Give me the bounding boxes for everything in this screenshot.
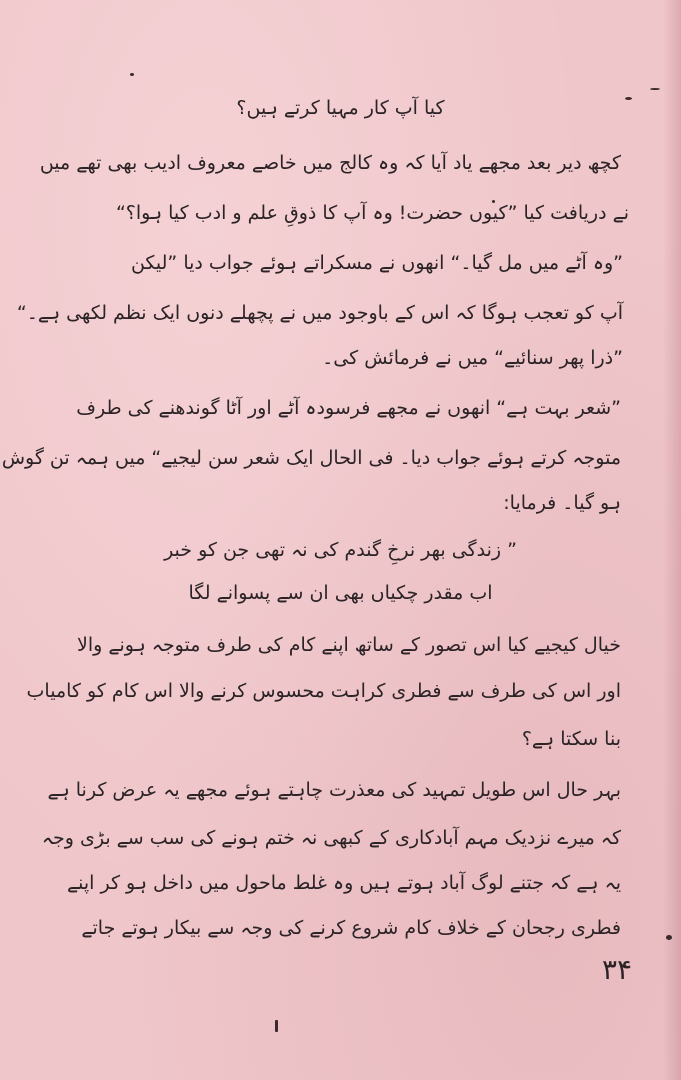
- paragraph-line: آپ کو تعجب ہوگا کہ اس کے باوجود میں نے پچھلے دنوں ایک نظم لکھی ہے۔“: [16, 302, 623, 324]
- paragraph-line: خیال کیجیے کیا اس تصور کے ساتھ اپنے کام کی طرف متوجہ ہونے والا: [77, 634, 621, 656]
- paragraph-line: ”ذرا پھر سنائیے“ میں نے فرمائش کی۔: [322, 347, 623, 369]
- paragraph-line: یہ ہے کہ جتنے لوگ آباد ہوتے ہیں وہ غلط ماحول میں داخل ہو کر اپنے: [67, 872, 621, 894]
- paragraph-line: بنا سکتا ہے؟: [521, 728, 621, 750]
- page-title: کیا آپ کار مہیا کرتے ہیں؟: [236, 97, 445, 119]
- ink-speck: [275, 1020, 278, 1032]
- paragraph-line: فطری رجحان کے خلاف کام شروع کرنے کی وجہ سے بیکار ہوتے جاتے: [81, 917, 621, 939]
- paragraph-line: کچھ دیر بعد مجھے یاد آیا کہ وہ کالج میں خاصے معروف ادیب بھی تھے میں: [39, 152, 621, 174]
- verse-line: ” زندگی بھر نرخِ گندم کی نہ تھی جن کو خبر: [164, 539, 517, 561]
- paragraph-line: اور اس کی طرف سے فطری کراہت محسوس کرنے والا اس کام کو کامیاب: [26, 680, 621, 702]
- paragraph-line: کہ میرے نزدیک مہم آبادکاری کے کبھی نہ ختم ہونے کی سب سے بڑی وجہ: [41, 827, 621, 849]
- ink-speck: [666, 935, 672, 940]
- page-number: ۳۴: [601, 953, 633, 986]
- ink-speck: [650, 88, 660, 90]
- verse-line: اب مقدر چکیاں بھی ان سے پسوانے لگا: [188, 582, 493, 604]
- paragraph-line: نے دریافت کیا ”کیوں حضرت! وہ آپ کا ذوقِ علم و ادب کیا ہوا؟“: [115, 202, 629, 224]
- ink-speck: [130, 73, 134, 76]
- paragraph-line: ”وہ آٹے میں مل گیا۔“ انھوں نے مسکراتے ہوئے جواب دیا ”لیکن: [130, 252, 623, 274]
- paragraph-line: ہو گیا۔ فرمایا:: [503, 492, 621, 514]
- paragraph-line: متوجہ کرتے ہوئے جواب دیا۔ فی الحال ایک شعر سن لیجیے“ میں ہمہ تن گوش: [1, 447, 621, 469]
- paragraph-line: ”شعر بہت ہے“ انھوں نے مجھے فرسودہ آٹے اور آٹا گوندھنے کی طرف: [76, 397, 621, 419]
- paragraph-line: بہر حال اس طویل تمہید کی معذرت چاہتے ہوئے مجھے یہ عرض کرنا ہے: [47, 779, 621, 801]
